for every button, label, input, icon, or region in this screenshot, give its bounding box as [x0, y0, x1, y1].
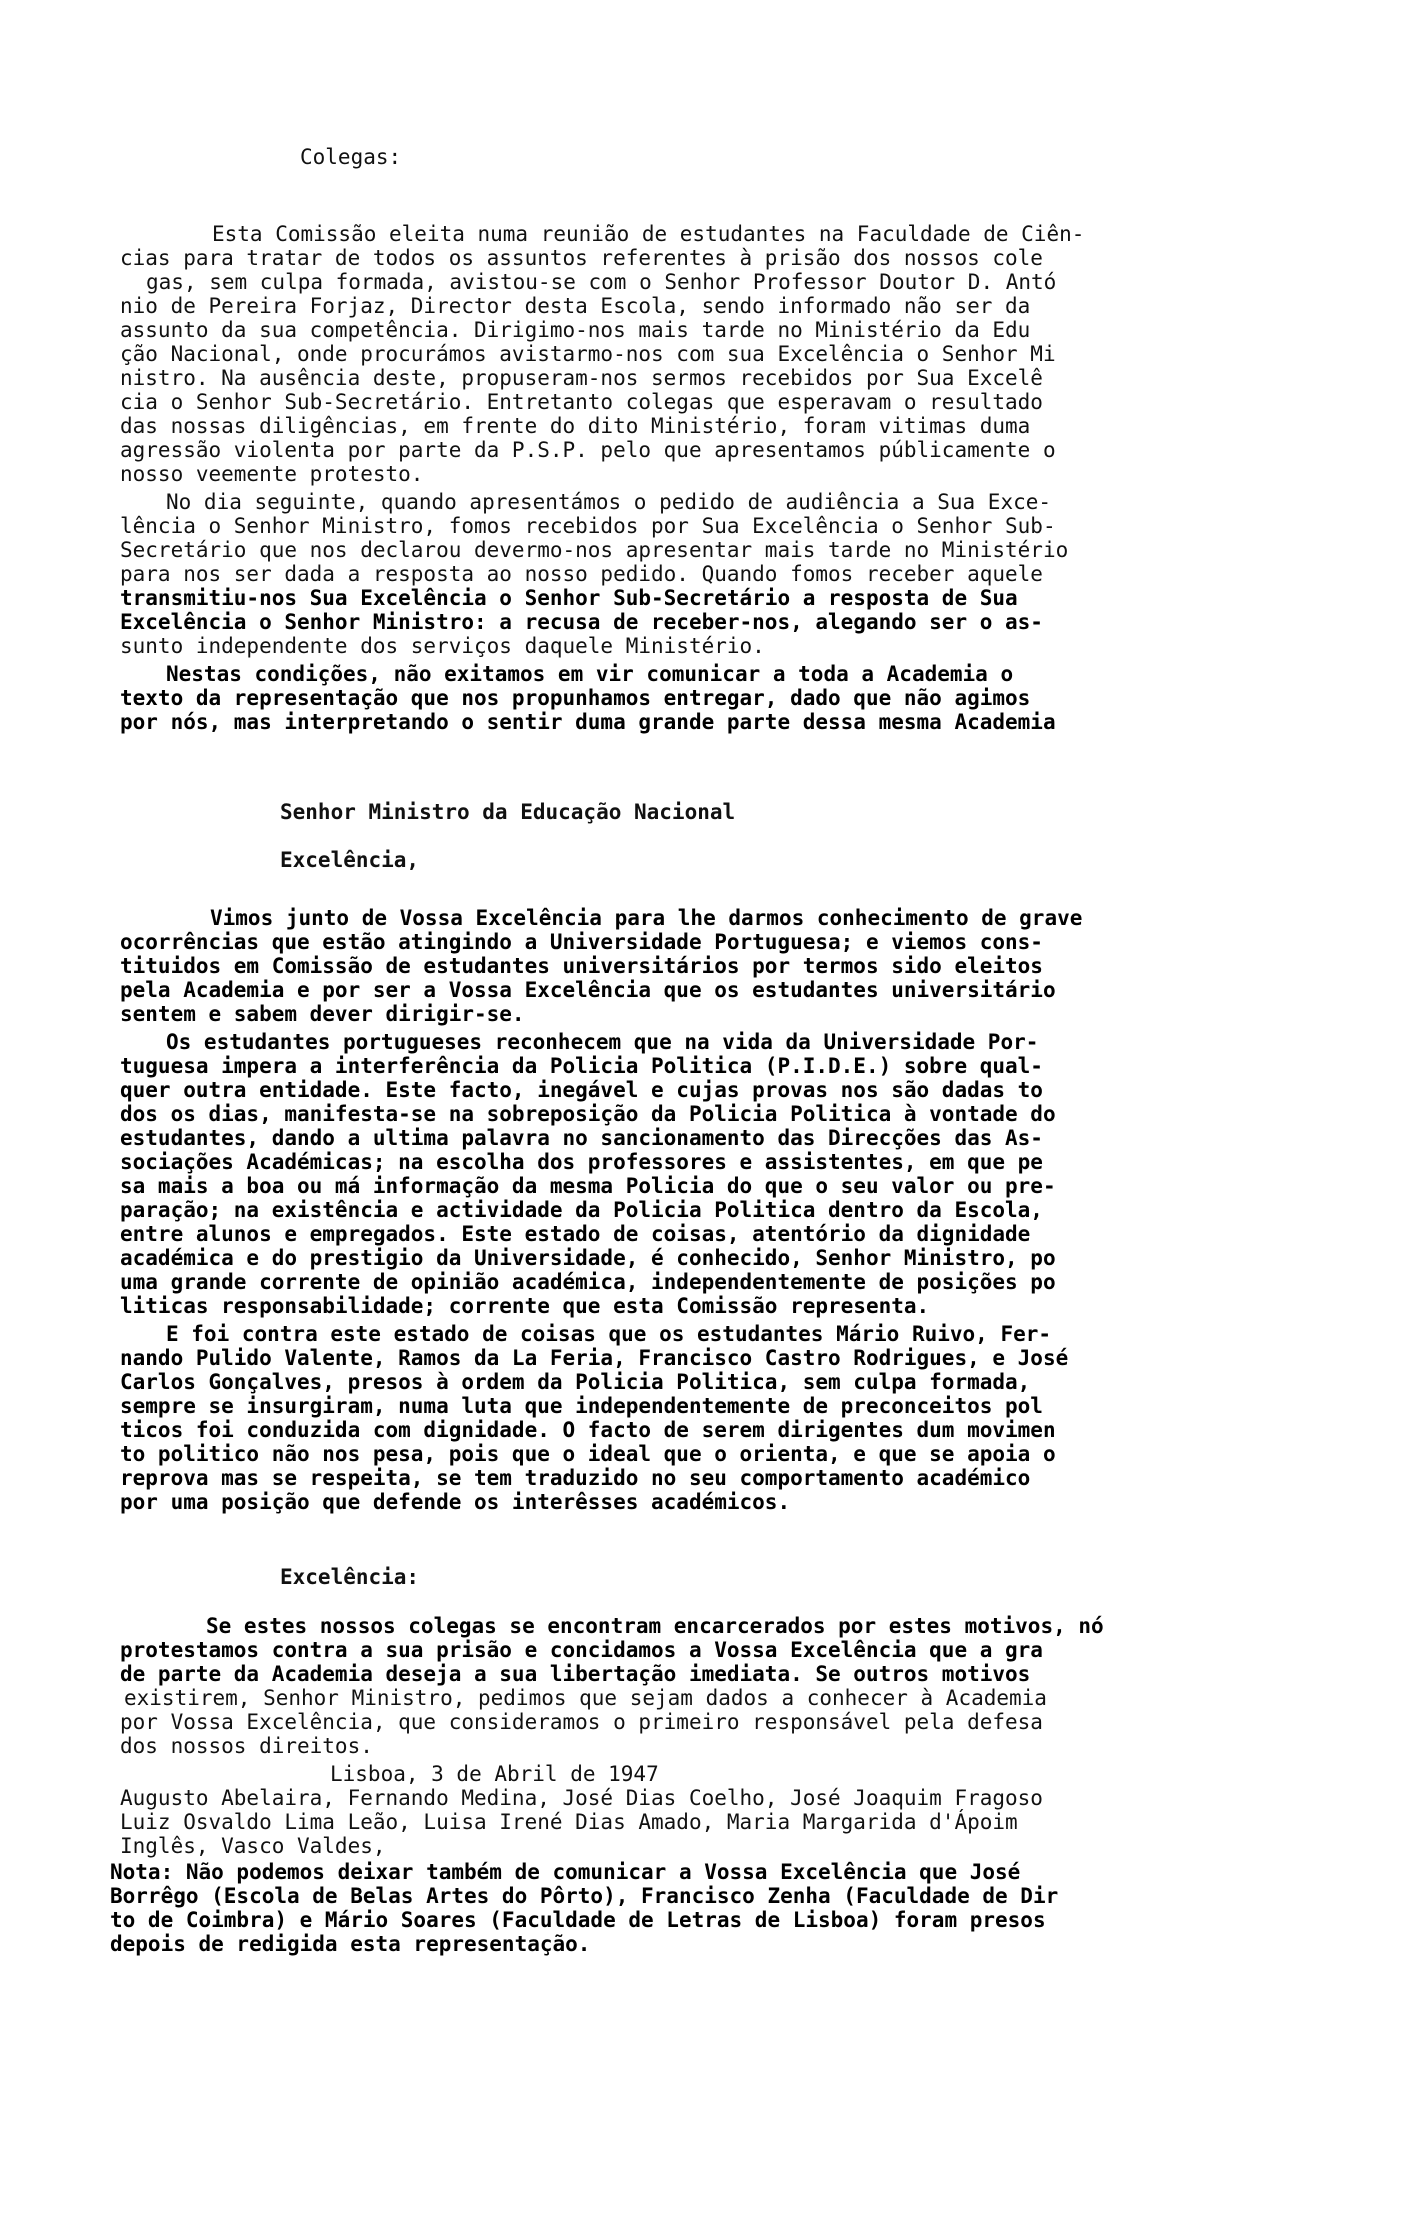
text-line: texto da representação que nos propunhamos entregar, dado que não agimos [120, 686, 1031, 710]
text-line: Borrêgo (Escola de Belas Artes do Pôrto), Francisco Zenha (Faculdade de Dir [110, 1884, 1059, 1908]
text-line: para nos ser dada a resposta ao nosso pedido. Quando fomos receber aquele [120, 562, 1043, 586]
text-line: reprova mas se respeita, se tem traduzido no seu comportamento académico [120, 1466, 1043, 1490]
text-line: dos os dias, manifesta-se na sobreposição da Policia Politica à vontade do [120, 1102, 1056, 1126]
text-line: estudantes, dando a ultima palavra no sancionamento das Direcções das As- [120, 1126, 1043, 1150]
honorific: Excelência, [280, 848, 420, 872]
text-line: lência o Senhor Ministro, fomos recebidos por Sua Excelência o Senhor Sub- [120, 514, 1056, 538]
text-line: Nestas condições, não exitamos em vir comunicar a toda a Academia o [166, 662, 1014, 686]
text-line: uma grande corrente de opinião académica, independentemente de posições po [120, 1270, 1056, 1294]
text-line: sa mais a boa ou má informação da mesma Policia do que o seu valor ou pre- [120, 1174, 1056, 1198]
text-line: Secretário que nos declarou devermo-nos apresentar mais tarde no Ministério [120, 538, 1069, 562]
signature-line: Augusto Abelaira, Fernando Medina, José Dias Coelho, José Joaquim Fragoso [120, 1786, 1043, 1810]
text-line: Vimos junto de Vossa Excelência para lhe darmos conhecimento de grave [210, 906, 1083, 930]
text-line: No dia seguinte, quando apresentámos o pedido de audiência a Sua Exce- [166, 490, 1052, 514]
text-line: depois de redigida esta representação. [110, 1932, 591, 1956]
text-line: Nota: Não podemos deixar também de comunicar a Vossa Excelência que José [110, 1860, 1021, 1884]
text-line: gas, sem culpa formada, avistou-se com o Senhor Professor Doutor D. Antó [146, 270, 1057, 294]
text-line: paração; na existência e actividade da Policia Politica dentro da Escola, [120, 1198, 1043, 1222]
text-line: pela Academia e por ser a Vossa Excelência que os estudantes universitário [120, 978, 1056, 1002]
text-line: por uma posição que defende os interêsses académicos. [120, 1490, 791, 1514]
date-line: Lisboa, 3 de Abril de 1947 [330, 1762, 659, 1786]
text-line: nando Pulido Valente, Ramos da La Feria, Francisco Castro Rodrigues, e José [120, 1346, 1069, 1370]
signature-line: Inglês, Vasco Valdes, [120, 1834, 386, 1858]
text-line: ticos foi conduzida com dignidade. O facto de serem dirigentes dum movimen [120, 1418, 1056, 1442]
text-line: académica e do prestigio da Universidade, é conhecido, Senhor Ministro, po [120, 1246, 1056, 1270]
text-line: liticas responsabilidade; corrente que esta Comissão representa. [120, 1294, 930, 1318]
signature-line: Luiz Osvaldo Lima Leão, Luisa Irené Dias Amado, Maria Margarida d'Ápoim [120, 1810, 1018, 1834]
honorific: Excelência: [280, 1565, 420, 1589]
text-line: ção Nacional, onde procurámos avistarmo-nos com sua Excelência o Senhor Mi [120, 342, 1056, 366]
text-line: Excelência o Senhor Ministro: a recusa de receber-nos, alegando ser o as- [120, 610, 1043, 634]
address-heading: Senhor Ministro da Educação Nacional [280, 800, 736, 824]
text-line: Esta Comissão eleita numa reunião de estudantes na Faculdade de Ciên- [212, 222, 1085, 246]
text-line: ocorrências que estão atingindo a Universidade Portuguesa; e viemos cons- [120, 930, 1043, 954]
text-line: nistro. Na ausência deste, propuseram-nos sermos recebidos por Sua Excelê [120, 366, 1043, 390]
text-line: Carlos Gonçalves, presos à ordem da Policia Politica, sem culpa formada, [120, 1370, 1031, 1394]
text-line: dos nossos direitos. [120, 1734, 373, 1758]
text-line: de parte da Academia deseja a sua libertação imediata. Se outros motivos [120, 1662, 1031, 1686]
text-line: sempre se insurgiram, numa luta que independentemente de preconceitos pol [120, 1394, 1043, 1418]
text-line: quer outra entidade. Este facto, inegável e cujas provas nos são dadas to [120, 1078, 1043, 1102]
text-line: sunto independente dos serviços daquele Ministério. [120, 634, 765, 658]
text-line: existirem, Senhor Ministro, pedimos que sejam dados a conhecer à Academia [124, 1686, 1047, 1710]
text-line: cia o Senhor Sub-Secretário. Entretanto colegas que esperavam o resultado [120, 390, 1043, 414]
text-line: to politico não nos pesa, pois que o ideal que o orienta, e que se apoia o [120, 1442, 1056, 1466]
text-line: cias para tratar de todos os assuntos referentes à prisão dos nossos cole [120, 246, 1043, 270]
text-line: protestamos contra a sua prisão e concidamos a Vossa Excelência que a gra [120, 1638, 1043, 1662]
text-line: nio de Pereira Forjaz, Director desta Escola, sendo informado não ser da [120, 294, 1031, 318]
salutation: Colegas: [300, 145, 402, 169]
text-line: sociações Académicas; na escolha dos professores e assistentes, em que pe [120, 1150, 1043, 1174]
text-line: sentem e sabem dever dirigir-se. [120, 1002, 525, 1026]
text-line: entre alunos e empregados. Este estado de coisas, atentório da dignidade [120, 1222, 1031, 1246]
text-line: Se estes nossos colegas se encontram encarcerados por estes motivos, nó [206, 1614, 1104, 1638]
text-line: E foi contra este estado de coisas que os estudantes Mário Ruivo, Fer- [166, 1322, 1052, 1346]
text-line: nosso veemente protesto. [120, 462, 424, 486]
text-line: tuguesa impera a interferência da Policia Politica (P.I.D.E.) sobre qual- [120, 1054, 1043, 1078]
text-line: transmitiu-nos Sua Excelência o Senhor Sub-Secretário a resposta de Sua [120, 586, 1018, 610]
text-line: das nossas diligências, em frente do dito Ministério, foram vitimas duma [120, 414, 1031, 438]
text-line: to de Coimbra) e Mário Soares (Faculdade de Letras de Lisboa) foram presos [110, 1908, 1046, 1932]
text-line: por Vossa Excelência, que consideramos o primeiro responsável pela defesa [120, 1710, 1043, 1734]
text-line: tituidos em Comissão de estudantes universitários por termos sido eleitos [120, 954, 1043, 978]
text-line: agressão violenta por parte da P.S.P. pelo que apresentamos públicamente o [120, 438, 1056, 462]
text-line: por nós, mas interpretando o sentir duma grande parte dessa mesma Academia [120, 710, 1056, 734]
text-line: Os estudantes portugueses reconhecem que na vida da Universidade Por- [166, 1030, 1039, 1054]
text-line: assunto da sua competência. Dirigimo-nos mais tarde no Ministério da Edu [120, 318, 1031, 342]
